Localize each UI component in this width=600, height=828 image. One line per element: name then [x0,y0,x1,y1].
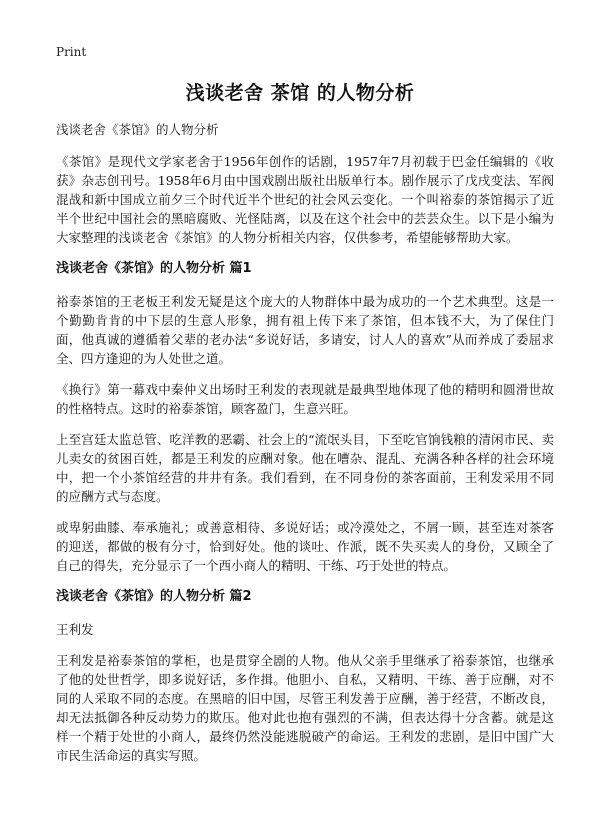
section-heading-1: 浅谈老舍《茶馆》的人物分析 篇1 [56,261,252,276]
section1-paragraph-2: 《换行》第一幕戏中秦仲义出场时王利发的表现就是最典型地体现了他的精明和圆滑世故的性格特点。这时的裕泰茶馆，顾客盈门，生意兴旺。 [56,382,554,416]
section1-paragraph-4: 或卑躬曲膝、奉承施礼；或善意相待、多说好话；或冷漠处之，不屑一顾，甚至连对茶客的迎送，都做的极有分寸，恰到好处。他的谈吐、作派，既不失买卖人的身份，又顾全了自己的得失，充分显示了一个西小商人的精明、干练、巧于处世的特点。 [56,520,554,573]
section1-paragraph-1: 裕泰茶馆的王老板王利发无疑是这个庞大的人物群体中最为成功的一个艺术典型。这是一个勤勤肯肯的中下层的生意人形象，拥有祖上传下来了茶馆，但本钱不大，为了保住门面，他真诚的遵循着父辈的老办法“多说好话，多请安，讨人人的喜欢”从而养成了委屈求全、四方逢迎的为人处世之道。 [56,294,554,366]
intro-paragraph: 《茶馆》是现代文学家老舍于1956年创作的话剧，1957年7月初载于巴金任编辑的《收获》杂志创刊号。1958年6月由中国戏剧出版社出版单行本。剧作展示了戊戌变法、军阀混战和新中国成立前夕三个时代近半个世纪的社会风云变化。一个叫裕泰的茶馆揭示了近半个世纪中国社会的黑暗腐败、光怪陆离，以及在这个社会中的芸芸众生。以下是小编为大家整理的浅谈老舍《茶馆》的人物分析相关内容，仅供参考，希望能够帮助大家。 [56,154,554,245]
section2-paragraph-1: 王利发是裕泰茶馆的掌柜，也是贯穿全剧的人物。他从父亲手里继承了裕泰茶馆，也继承了他的处世哲学，即多说好话，多作揖。他胆小、自私，又精明、干练、善于应酬，对不同的人采取不同的态度。在黑暗的旧中国，尽管王利发善于应酬，善于经营，不断改良，却无法抵御各种反动势力的欺压。他对此也抱有强烈的不满，但表达得十分含蓄。就是这样一个精于处世的小商人，最终仍然没能逃脱破产的命运。王利发的悲剧，是旧中国广大市民生活命运的真实写照。 [56,653,554,763]
section1-paragraph-3: 上至宫廷太监总管、吃洋教的恶霸、社会上的“流氓头目，下至吃官饷钱粮的清闲市民、卖儿卖女的贫困百姓，都是王利发的应酬对象。他在嘈杂、混乱、充满各种各样的社会环境中，把一个小茶馆经营的井井有条。我们看到，在不同身份的茶客面前，王利发采用不同的应酬方式与态度。 [56,432,554,504]
section-heading-2: 浅谈老舍《茶馆》的人物分析 篇2 [56,589,252,604]
page-title: 浅谈老舍 茶馆 的人物分析 [185,82,415,104]
character-name: 王利发 [56,622,94,637]
print-link[interactable]: Print [56,45,87,59]
article-subtitle: 浅谈老舍《茶馆》的人物分析 [56,122,219,137]
article-body [56,120,554,777]
